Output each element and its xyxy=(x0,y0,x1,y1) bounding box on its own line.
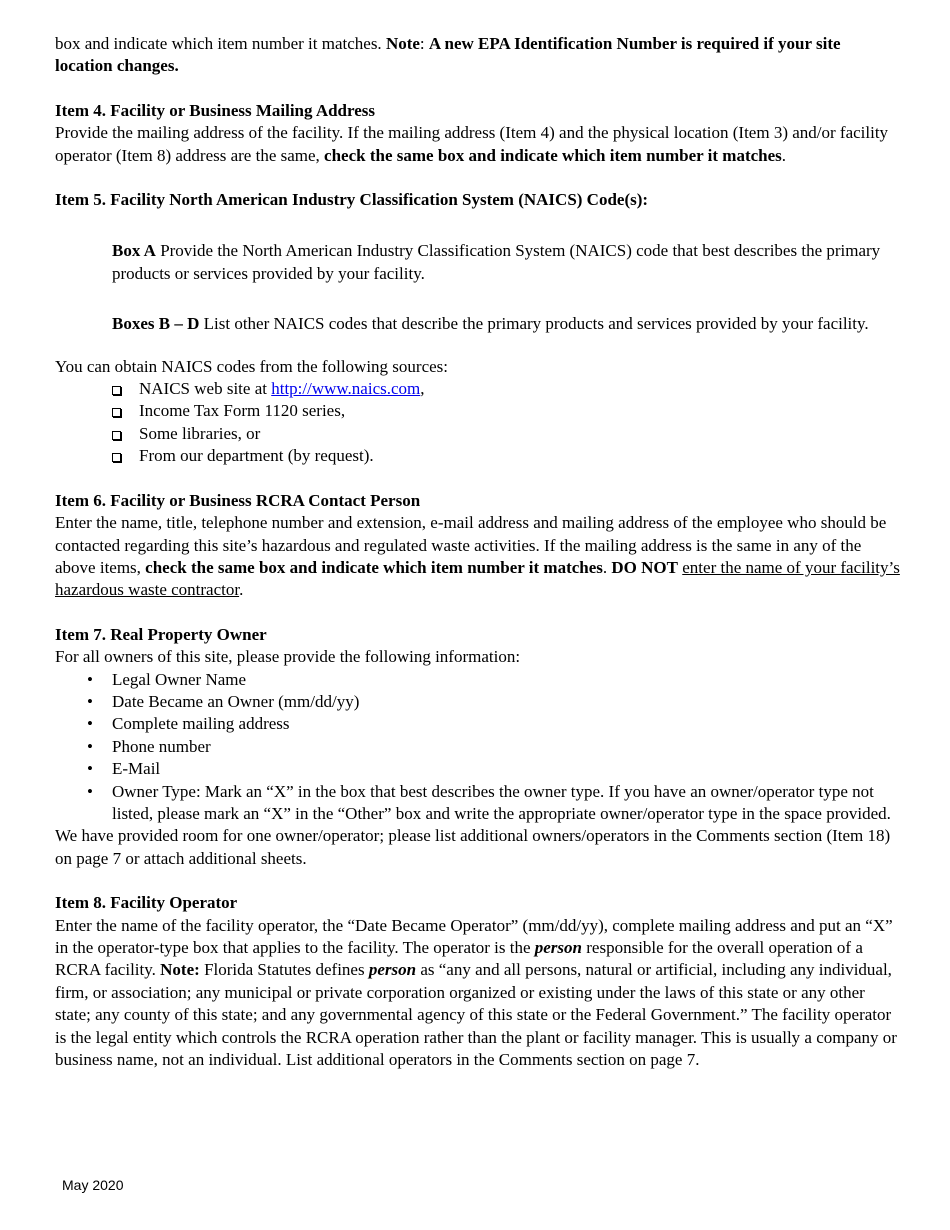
item5-box-a: Box A Provide the North American Industry Classification System (NAICS) code that best describes the primary products or services provided by your facility. xyxy=(112,241,881,283)
note-text: A new EPA Identification Number is required if your site location changes. xyxy=(55,34,841,76)
item8-title: Item 8. Facility Operator xyxy=(55,893,238,913)
item5-title: Item 5. Facility North American Industry Classification System (NAICS) Code(s): xyxy=(55,190,649,210)
note-label: Note xyxy=(385,34,420,53)
bullet-icon: • xyxy=(87,714,93,734)
list-item: • E-Mail xyxy=(87,758,900,780)
item8-paragraph: Enter the name of the facility operator, the “Date Became Operator” (mm/dd/yy), complete mailing address and put an “X” in the operator-type box that applies to the facility. The operator is the person responsible for the overall operation of a RCRA facility. Note: Florida Statutes defines person as “any and all persons, natural or artificial, including any individual, firm, or association; any municipal or private corporation organized or existing under the laws of this state or any other state; any county of this state; and any governmental agency of this state or the Federal Government.” The facility operator is the legal entity which controls the RCRA operation rather than the plant or facility manager. This is usually a company or business name, not an individual. List additional operators in the Comments section on page 7. xyxy=(55,915,897,1070)
owner-info-list xyxy=(55,669,900,826)
item4-paragraph: Provide the mailing address of the facility. If the mailing address (Item 4) and the physical location (Item 3) and/or facility operator (Item 8) address are the same, check the same box and indicate which item number it matches. xyxy=(55,123,889,165)
footer-date: May 2020 xyxy=(62,1177,124,1193)
document-page xyxy=(55,33,900,1071)
bullet-icon: • xyxy=(87,691,93,711)
item7-closing: We have provided room for one owner/operator; please list additional owners/operators in the Comments section (Item 18) on page 7 or attach additional sheets. xyxy=(55,826,891,868)
bullet-icon: • xyxy=(87,669,93,689)
bullet-icon: • xyxy=(87,759,93,779)
list-item: • Owner Type: Mark an “X” in the box that best describes the owner type. If you have an owner/operator type not listed, please mark an “X” in the “Other” box and write the appropriate owner/operator type in the space provided. xyxy=(87,781,891,823)
intro-paragraph: box and indicate which item number it matches. Note: A new EPA Identification Number is required if your site location changes. xyxy=(55,34,841,76)
naics-sources-intro: You can obtain NAICS codes from the following sources: xyxy=(55,356,449,376)
intro-text: box and indicate which item number it matches. xyxy=(55,34,386,53)
item7-title: Item 7. Real Property Owner xyxy=(55,624,267,644)
naics-sources-list xyxy=(55,378,900,468)
bullet-icon: • xyxy=(87,736,93,756)
item4-title: Item 4. Facility or Business Mailing Address xyxy=(55,100,376,120)
item5-boxes-b-d: Boxes B – D List other NAICS codes that describe the primary products and services provided by your facility. xyxy=(112,314,869,334)
checkbox-bullet-icon xyxy=(112,431,121,440)
list-item: • Complete mailing address xyxy=(87,713,900,735)
item7-intro: For all owners of this site, please provide the following information: xyxy=(55,647,521,667)
item6-title: Item 6. Facility or Business RCRA Contact Person xyxy=(55,490,421,510)
checkbox-bullet-icon xyxy=(112,386,121,395)
list-item: NAICS web site at http://www.naics.com, xyxy=(112,378,900,400)
list-item: Some libraries, or xyxy=(112,423,900,445)
naics-website-link[interactable]: http://www.naics.com xyxy=(271,379,421,399)
list-item: Income Tax Form 1120 series, xyxy=(112,400,900,422)
bullet-icon: • xyxy=(87,781,93,801)
item6-paragraph: Enter the name, title, telephone number and extension, e-mail address and mailing address of the employee who should be contacted regarding this site’s hazardous and regulated waste activities. If the mailing address is the same in any of the above items, check the same box and indicate which item number it matches. DO NOT enter the name of your facility’s hazardous waste contractor. xyxy=(55,513,900,600)
list-item: • Phone number xyxy=(87,736,900,758)
list-item: • Date Became an Owner (mm/dd/yy) xyxy=(87,691,900,713)
checkbox-bullet-icon xyxy=(112,453,121,462)
list-item: • Legal Owner Name xyxy=(87,669,900,691)
checkbox-bullet-icon xyxy=(112,408,121,417)
list-item: From our department (by request). xyxy=(112,445,900,467)
